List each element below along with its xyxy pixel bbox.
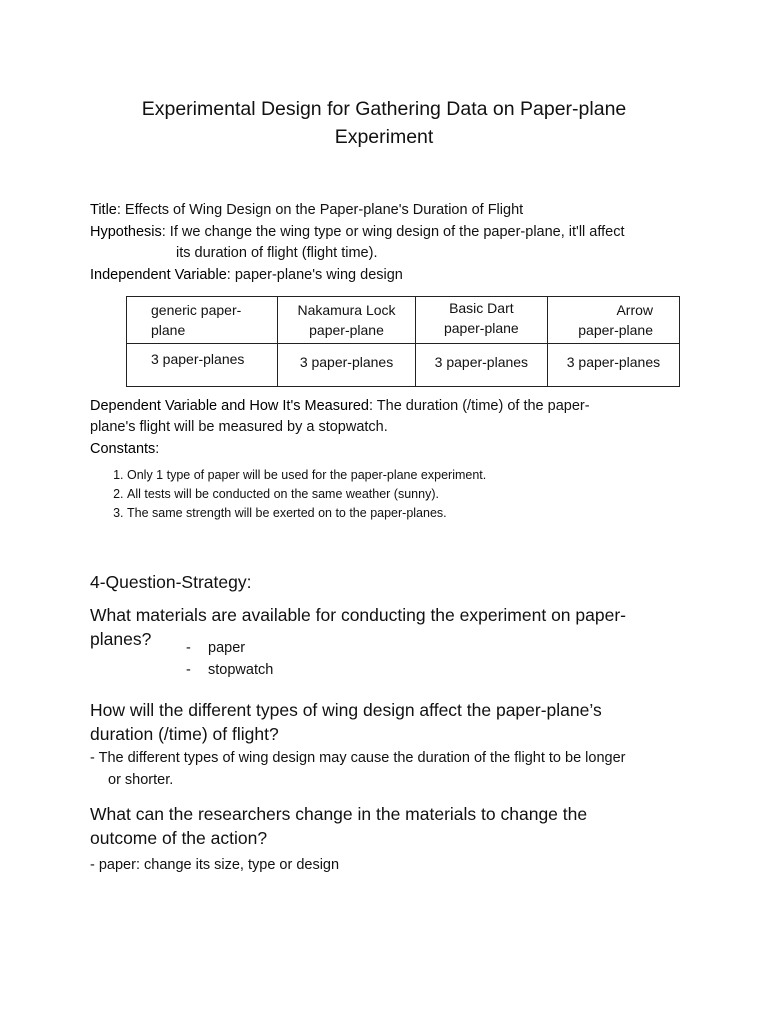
- independent-variable-value: : paper-plane's wing design: [226, 267, 403, 283]
- title-value: : Effects of Wing Design on the Paper-plane's Duration of Flight: [116, 202, 524, 218]
- table-row: [127, 344, 680, 387]
- wing-design-table: [126, 296, 680, 387]
- independent-variable-field: [90, 265, 403, 286]
- table-header-row: [127, 297, 680, 344]
- table-header-cell: Arrow paper-plane: [547, 297, 679, 344]
- list-item: 3. The same strength will be exerted on to the paper-planes.: [127, 504, 517, 523]
- strategy-heading: 4-Question-Strategy:: [90, 572, 252, 592]
- table-header-cell: Nakamura Lock paper-plane: [278, 297, 416, 344]
- independent-variable-label: Independent Variable: [90, 267, 227, 283]
- document-title: [110, 95, 658, 151]
- hypothesis-value: : If we change the wing type or wing design of the paper-plane, it'll affect: [161, 224, 625, 240]
- list-item: 2. All tests will be conducted on the same weather (sunny).: [127, 485, 517, 504]
- constants-label: Constants: [90, 441, 156, 457]
- table-cell: 3 paper-planes: [278, 344, 416, 387]
- title-line-2: Experiment: [334, 126, 434, 148]
- answer-3: - paper: change its size, type or design: [90, 857, 340, 873]
- title-field: [90, 200, 523, 221]
- table-header-cell: Basic Dart paper-plane: [415, 297, 547, 344]
- table-cell: 3 paper-planes: [415, 344, 547, 387]
- hypothesis-field: [90, 222, 625, 243]
- table-header-cell: generic paper- plane: [127, 297, 278, 344]
- dependent-variable-value: : The duration (/time) of the paper-: [368, 398, 590, 414]
- list-item: - stopwatch: [186, 662, 274, 678]
- question-2: How will the different types of wing design affect the paper-plane’s duration (/time) of flight?: [90, 700, 602, 744]
- hypothesis-label: Hypothesis: [90, 224, 162, 240]
- question-1: What materials are available for conducting the experiment on paper- planes?: [90, 605, 626, 649]
- list-item: - paper: [186, 640, 246, 656]
- list-item: 1. Only 1 type of paper will be used for the paper-plane experiment.: [127, 466, 517, 485]
- table-cell: 3 paper-planes: [127, 344, 278, 387]
- constants-field: [90, 439, 159, 460]
- constants-list: [90, 466, 517, 523]
- dependent-variable-label: Dependent Variable and How It's Measured: [90, 398, 369, 414]
- question-3: What can the researchers change in the materials to change the outcome of the action?: [90, 804, 588, 848]
- dependent-variable-continuation: plane's flight will be measured by a stopwatch.: [90, 419, 388, 435]
- constants-colon: :: [155, 441, 160, 457]
- title-label: Title: [90, 202, 117, 218]
- hypothesis-continuation: its duration of flight (flight time).: [176, 245, 378, 261]
- title-line-1: Experimental Design for Gathering Data on Paper-plane: [141, 98, 627, 120]
- table-cell: 3 paper-planes: [547, 344, 679, 387]
- answer-2: - The different types of wing design may cause the duration of the flight to be longer or shorter.: [90, 750, 626, 788]
- dependent-variable-field: [90, 396, 590, 417]
